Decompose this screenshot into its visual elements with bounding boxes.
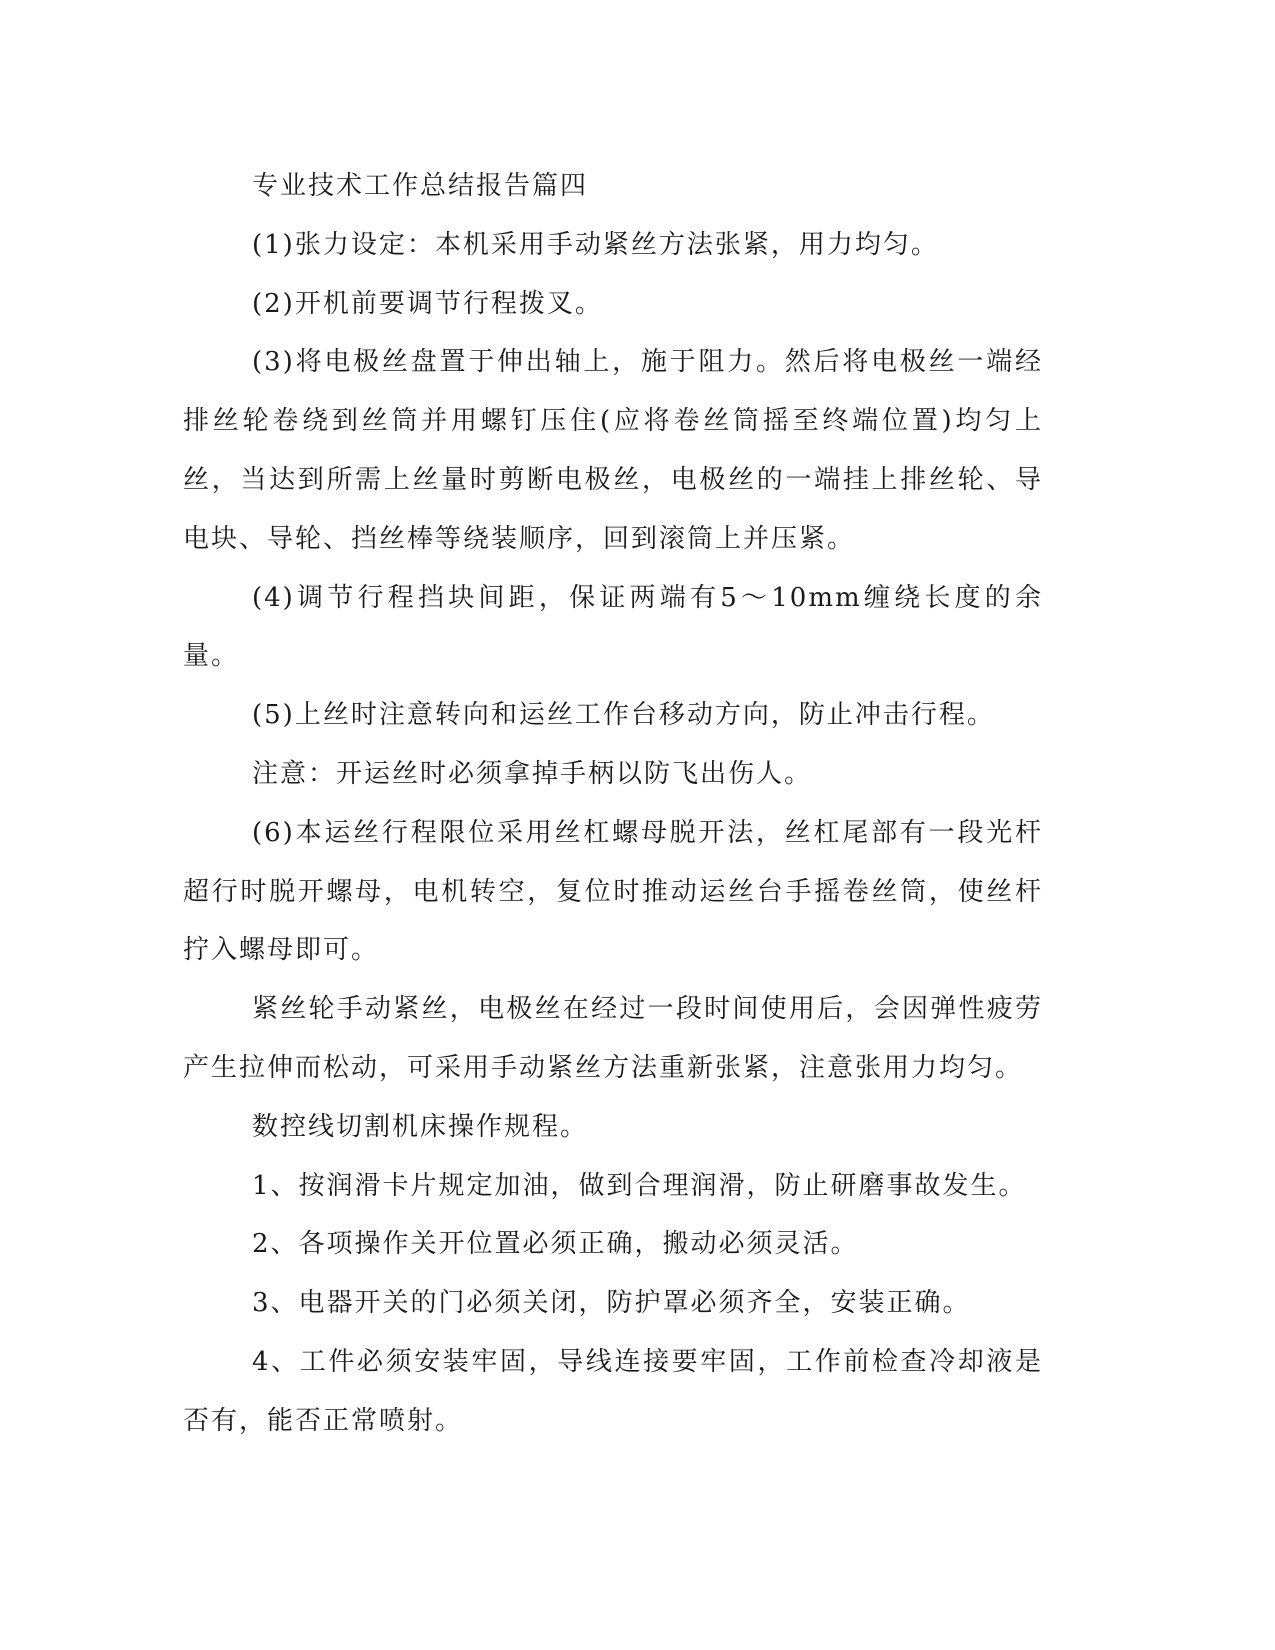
paragraph-rule-3: 3、电器开关的门必须关闭，防护罩必须齐全，安装正确。 bbox=[252, 1288, 971, 1319]
paragraph-tension-wheel: 紧丝轮手动紧丝，电极丝在经过一段时间使用后，会因弹性疲劳产生拉伸而松动，可采用手动紧丝方法重新张紧，注意张用力均匀。 bbox=[183, 994, 1043, 1083]
paragraph-wire-loading: (3)将电极丝盘置于伸出轴上，施于阻力。然后将电极丝一端经排丝轮卷绕到丝筒并用螺钉压住(应将卷丝筒摇至终端位置)均匀上丝，当达到所需上丝量时剪断电极丝，电极丝的一端挂上排丝轮、导电块、导轮、挡丝棒等绕装顺序，回到滚筒上并压紧。 bbox=[183, 347, 1043, 554]
paragraph-caution: 注意：开运丝时必须拿掉手柄以防飞出伤人。 bbox=[252, 758, 813, 789]
paragraph-rule-2: 2、各项操作关开位置必须正确，搬动必须灵活。 bbox=[252, 1229, 859, 1260]
paragraph-tension-setting: (1)张力设定：本机采用手动紧丝方法张紧，用力均匀。 bbox=[252, 229, 939, 260]
paragraph-stroke-block: (4)调节行程挡块间距，保证两端有5～10mm缠绕长度的余量。 bbox=[183, 582, 1043, 672]
paragraph-stroke-fork: (2)开机前要调节行程拨叉。 bbox=[252, 288, 603, 319]
paragraph-limit: (6)本运丝行程限位采用丝杠螺母脱开法，丝杠尾部有一段光杆超行时脱开螺母，电机转空，复位时推动运丝台手摇卷丝筒，使丝杆拧入螺母即可。 bbox=[183, 817, 1043, 966]
paragraph-procedure-heading: 数控线切割机床操作规程。 bbox=[252, 1111, 589, 1142]
paragraph-rule-1: 1、按润滑卡片规定加油，做到合理润滑，防止研磨事故发生。 bbox=[252, 1170, 1027, 1201]
document-body bbox=[183, 157, 1043, 1451]
document-title: 专业技术工作总结报告篇四 bbox=[252, 171, 589, 201]
paragraph-direction: (5)上丝时注意转向和运丝工作台移动方向，防止冲击行程。 bbox=[252, 700, 995, 731]
paragraph-rule-4: 4、工件必须安装牢固，导线连接要牢固，工作前检查冷却液是否有，能否正常喷射。 bbox=[183, 1346, 1043, 1436]
